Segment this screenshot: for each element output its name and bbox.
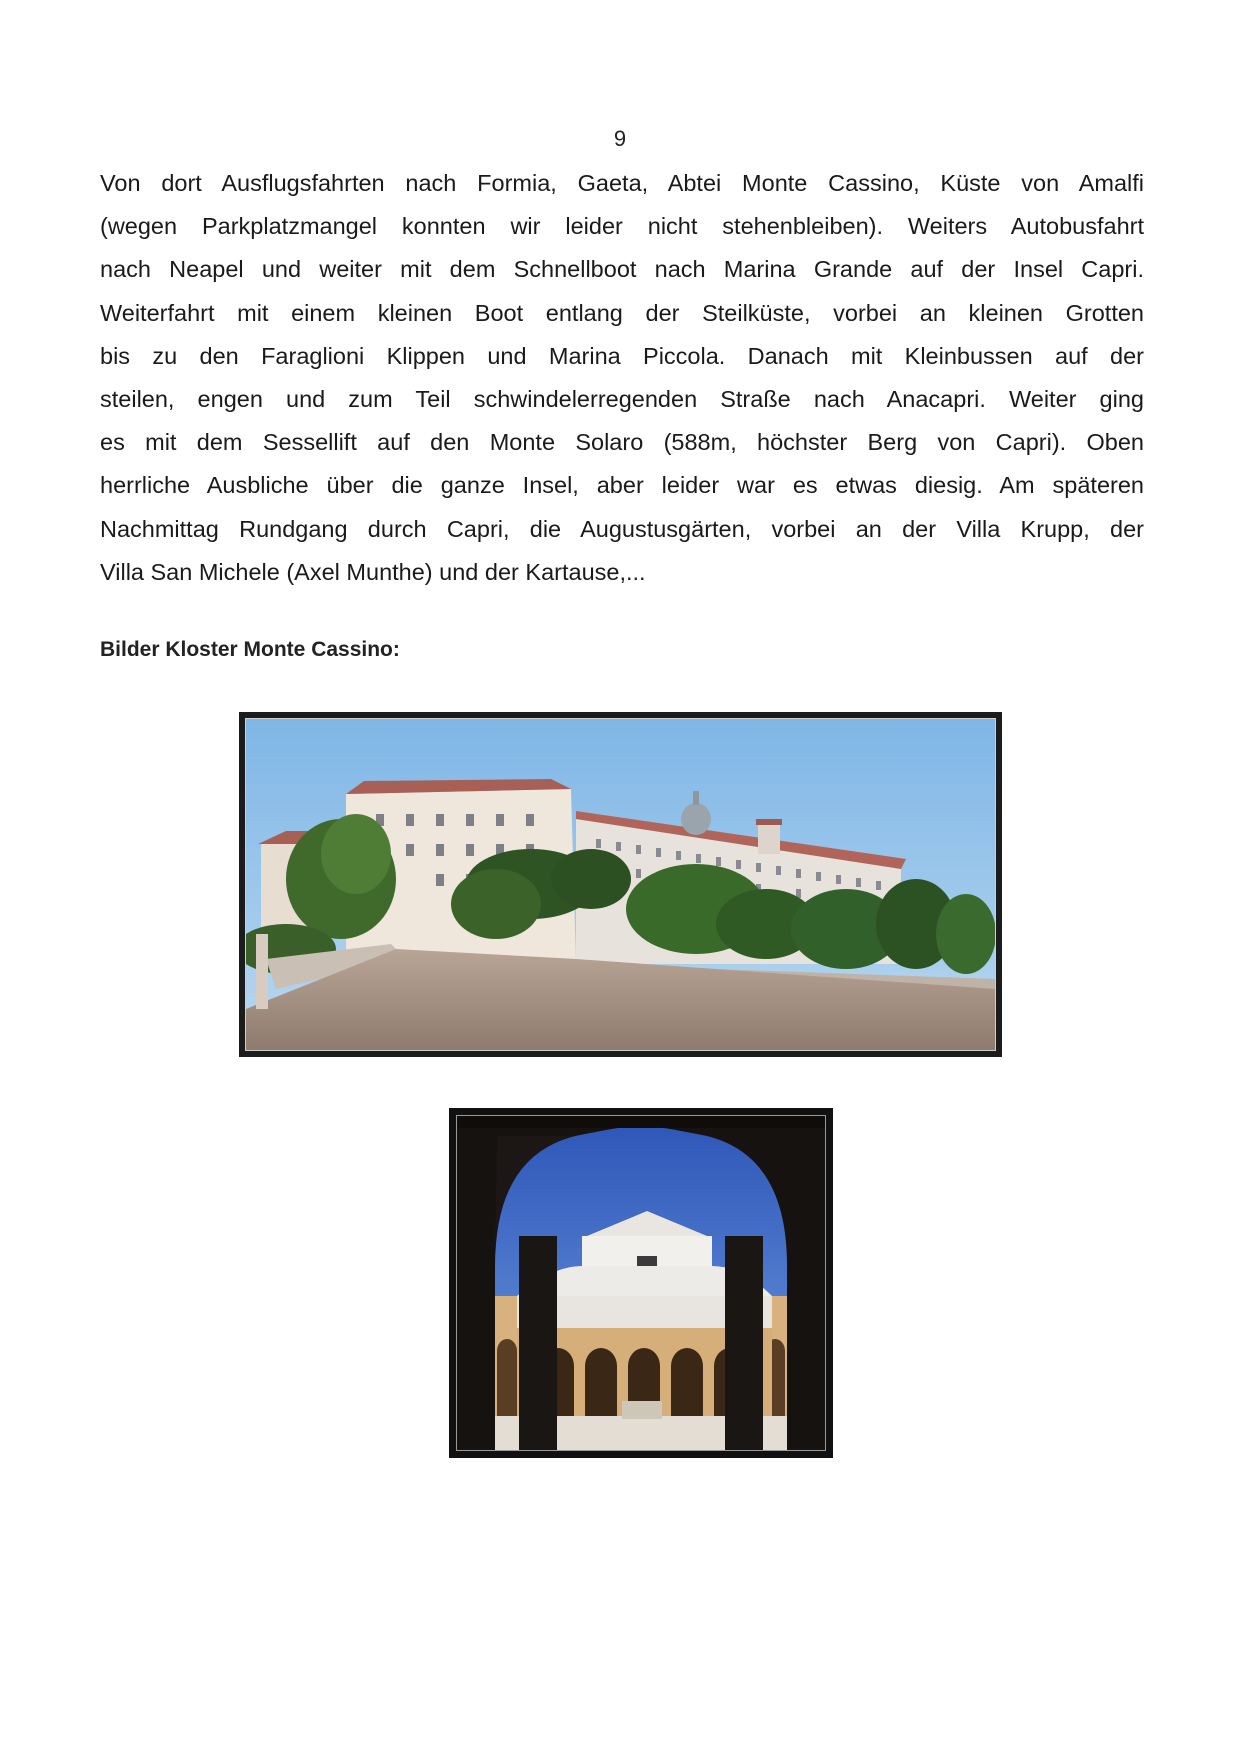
abbey-exterior-illustration bbox=[246, 719, 995, 1050]
body-line: steilen, engen und zum Teil schwindelerregenden Straße nach Anacapri. Weiter ging bbox=[100, 386, 1144, 413]
body-line: Weiterfahrt mit einem kleinen Boot entlang der Steilküste, vorbei an kleinen Grotten bbox=[100, 299, 1144, 326]
body-line: Nachmittag Rundgang durch Capri, die Augustusgärten, vorbei an der Villa Krupp, der bbox=[100, 515, 1144, 542]
page-number: 9 bbox=[613, 126, 627, 151]
body-line: nach Neapel und weiter mit dem Schnellboot nach Marina Grande auf der Insel Capri. bbox=[100, 256, 1144, 283]
body-paragraph bbox=[100, 162, 1144, 594]
cloister-illustration bbox=[457, 1116, 825, 1450]
body-line: Von dort Ausflugsfahrten nach Formia, Gaeta, Abtei Monte Cassino, Küste von Amalfi bbox=[100, 170, 1144, 196]
cloister-photo bbox=[449, 1108, 833, 1458]
photo-caption: Bilder Kloster Monte Cassino: bbox=[100, 638, 400, 661]
body-line: Villa San Michele (Axel Munthe) und der Kartause,... bbox=[100, 558, 646, 585]
abbey-exterior-photo bbox=[239, 712, 1002, 1057]
body-line: es mit dem Sessellift auf den Monte Solaro (588m, höchster Berg von Capri). Oben bbox=[100, 429, 1144, 456]
body-line: bis zu den Faraglioni Klippen und Marina Piccola. Danach mit Kleinbussen auf der bbox=[100, 342, 1144, 369]
body-line: (wegen Parkplatzmangel konnten wir leider nicht stehenbleiben). Weiters Autobusfahrt bbox=[100, 213, 1144, 240]
body-line: herrliche Ausbliche über die ganze Insel, aber leider war es etwas diesig. Am späteren bbox=[100, 472, 1144, 499]
